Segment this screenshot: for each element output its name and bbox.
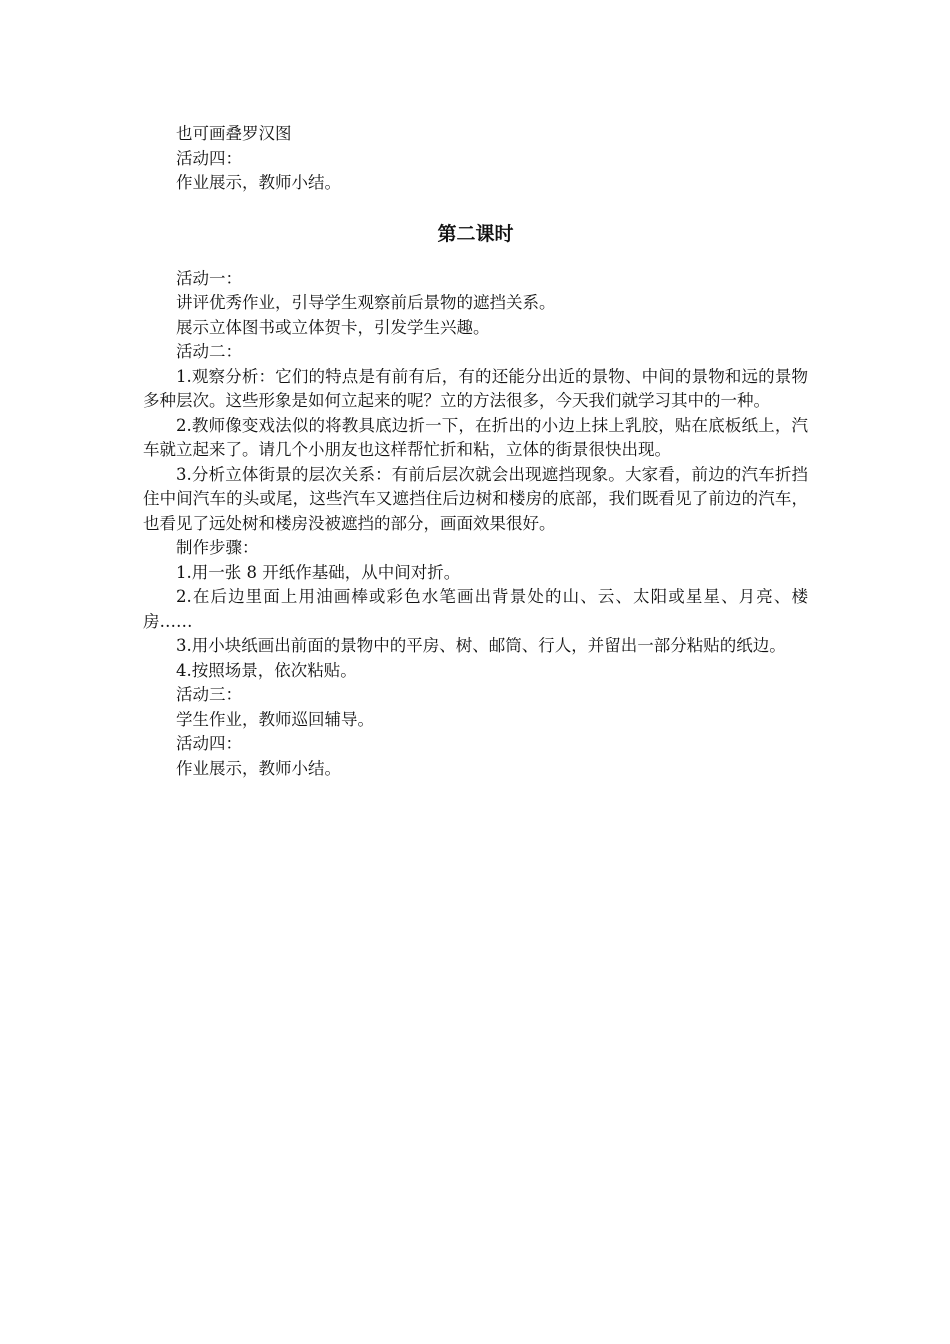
activity1-text-2: 展示立体图书或立体贺卡，引发学生兴趣。 (176, 317, 490, 337)
activity3-heading: 活动三： (176, 685, 242, 704)
paragraph-draw-acrobat: 也可画叠罗汉图 (176, 124, 292, 143)
activity2-item-3: 3.分析立体街景的层次关系：有前后层次就会出现遮挡现象。大家看，前边的汽车折挡住中间汽车的头或尾，这些汽车又遮挡住后边树和楼房的底部，我们既看见了前边的汽车，也看见了远处树和楼房没被遮挡的部分，画面效果很好。 (143, 464, 808, 533)
activity2-item-1: 1.观察分析：它们的特点是有前有后，有的还能分出近的景物、中间的景物和远的景物多种层次。这些形象是如何立起来的呢？立的方法很多，今天我们就学习其中的一种。 (143, 366, 808, 410)
activity2-heading: 活动二： (176, 342, 242, 361)
activity4-text: 作业展示，教师小结。 (176, 758, 341, 778)
activity3-text: 学生作业，教师巡回辅导。 (176, 709, 374, 729)
activity1-heading: 活动一： (176, 268, 242, 288)
step-1: 1.用一张 8 开纸作基础，从中间对折。 (176, 562, 461, 582)
activity2-item-2: 2.教师像变戏法似的将教具底边折一下，在折出的小边上抹上乳胶，贴在底板纸上，汽车就立起来了。请几个小朋友也这样帮忙折和粘，立体的街景很快出现。 (143, 415, 808, 459)
lesson-title: 第二课时 (437, 222, 514, 245)
step-2: 2.在后边里面上用油画棒或彩色水笔画出背景处的山、云、太阳或星星、月亮、楼房…… (143, 587, 808, 631)
activity4-heading: 活动四： (176, 734, 242, 753)
activity4-heading-prev: 活动四： (176, 148, 242, 168)
activity1-text-1: 讲评优秀作业，引导学生观察前后景物的遮挡关系。 (176, 293, 556, 312)
step-4: 4.按照场景，依次粘贴。 (176, 660, 357, 680)
step-3: 3.用小块纸画出前面的景物中的平房、树、邮筒、行人，并留出一部分粘贴的纸边。 (176, 636, 786, 655)
activity4-text-prev: 作业展示，教师小结。 (176, 173, 341, 192)
steps-heading: 制作步骤： (176, 538, 259, 557)
document-body (143, 122, 808, 781)
